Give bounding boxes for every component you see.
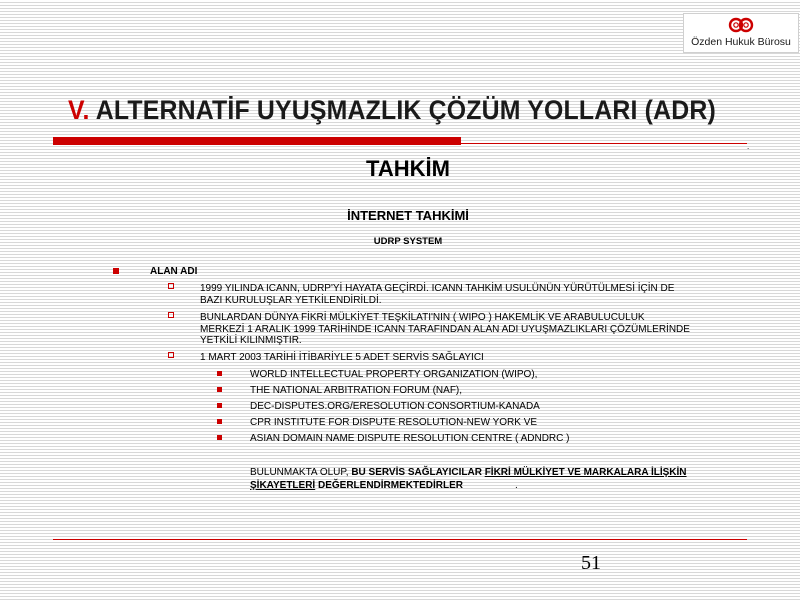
list-item xyxy=(200,283,674,306)
closing-underlined: FİKRİ MÜLKİYET VE MARKALARA İLİŞKİN xyxy=(484,467,687,478)
bullet-hollow-square-icon xyxy=(168,312,174,318)
bullet-square-icon xyxy=(217,371,222,376)
bullet-hollow-square-icon xyxy=(168,283,174,289)
list-item-line: BAZI KURULUŞLAR YETKİLENDİRİLDİ. xyxy=(200,294,382,306)
closing-paragraph xyxy=(250,466,687,492)
slide-subtitle: TAHKİM xyxy=(366,156,450,181)
page-number: 51 xyxy=(581,552,601,574)
provider-item: WORLD INTELLECTUAL PROPERTY ORGANIZATION (WIPO), xyxy=(250,369,538,380)
closing-underlined: ŞİKAYETLERİ xyxy=(250,480,316,491)
bullet-square-icon xyxy=(113,268,119,274)
closing-bold: BU SERVİS SAĞLAYICILAR xyxy=(351,467,485,478)
title-numeral: V. xyxy=(68,95,90,125)
list-item-line: 1999 YILINDA ICANN, UDRP'Yİ HAYATA GEÇİRDİ. ICANN TAHKİM USULÜNÜN YÜRÜTÜLMESİ İÇİN DE xyxy=(200,283,675,294)
bullet-square-icon xyxy=(217,403,222,408)
title-text: ALTERNATİF UYUŞMAZLIK ÇÖZÜM YOLLARI (ADR) xyxy=(95,95,716,125)
list-item-line: YETKİLİ KILINMIŞTIR. xyxy=(200,335,302,346)
provider-item: THE NATIONAL ARBITRATION FORUM (NAF), xyxy=(250,385,463,396)
list-item-line: MERKEZİ 1 ARALIK 1999 TARİHİNDE ICANN TARAFINDAN ALAN ADI UYUŞMAZLIKLARI ÇÖZÜMLERİNDE xyxy=(200,323,690,335)
provider-item: DEC-DISPUTES.ORG/ERESOLUTION CONSORTIUM-KANADA xyxy=(250,401,540,412)
bullet-square-icon xyxy=(217,419,222,424)
bullet-square-icon xyxy=(217,387,222,392)
title-underline xyxy=(53,143,747,144)
list-item-line: 1 MART 2003 TARİHİ İTİBARİYLE 5 ADET SERVİS SAĞLAYICI xyxy=(200,352,484,363)
closing-bold: DEĞERLENDİRMEKTEDİRLER xyxy=(315,480,463,491)
list-item xyxy=(200,352,484,364)
closing-period: . xyxy=(515,480,518,491)
page-title xyxy=(68,95,716,126)
logo xyxy=(683,13,799,53)
double-ring-logo-icon xyxy=(728,17,754,33)
section-heading: İNTERNET TAHKİMİ xyxy=(347,208,469,223)
decorative-dot: . xyxy=(747,142,750,151)
closing-text: BULUNMAKTA OLUP, xyxy=(250,467,352,478)
list-item-line: BUNLARDAN DÜNYA FİKRİ MÜLKİYET TEŞKİLATI'NIN ( WIPO ) HAKEMLİK VE ARABULUCULUK xyxy=(200,312,645,323)
provider-item: CPR INSTITUTE FOR DISPUTE RESOLUTION-NEW YORK VE xyxy=(250,417,538,428)
list-item xyxy=(200,312,690,347)
section-subheading: UDRP SYSTEM xyxy=(373,236,443,247)
bullet-main-label: ALAN ADI xyxy=(150,266,198,277)
footer-divider xyxy=(53,539,747,540)
bullet-square-icon xyxy=(217,435,222,440)
provider-item: ASIAN DOMAIN NAME DISPUTE RESOLUTION CENTRE ( ADNDRC ) xyxy=(250,433,570,444)
logo-text: Özden Hukuk Bürosu xyxy=(691,36,791,48)
bullet-hollow-square-icon xyxy=(168,352,174,358)
